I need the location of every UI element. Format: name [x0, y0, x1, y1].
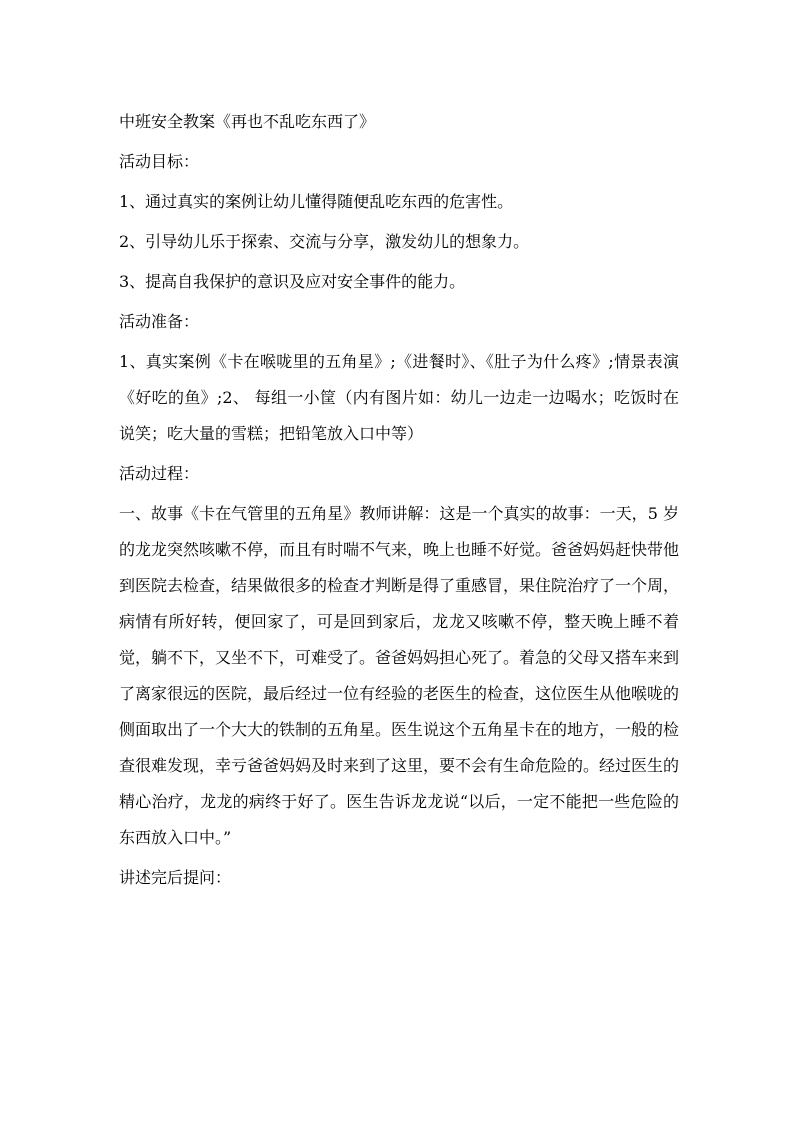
- story-paragraph: 一、故事《卡在气管里的五角星》教师讲解：这是一个真实的故事：一天，5 岁的龙龙突然咳嗽不停，而且有时喘不气来，晚上也睡不好觉。爸爸妈妈赶快带他到医院去检查，结果做很多的检查才判断是得了重感冒，果住院治疗了一个周，病情有所好转，便回家了，可是回到家后，龙龙又咳嗽不停，整天晚上睡不着觉，躺不下，又坐不下，可难受了。爸爸妈妈担心死了。着急的父母又搭车来到了离家很远的医院，最后经过一位有经验的老医生的检查，这位医生从他喉咙的侧面取出了一个大大的铁制的五角星。医生说这个五角星卡在的地方，一般的检查很难发现，幸亏爸爸妈妈及时来到了这里，要不会有生命危险的。经过医生的精心治疗，龙龙的病终于好了。医生告诉龙龙说“以后，一定不能把一些危险的东西放入口中。”: [119, 504, 680, 847]
- process-heading: 活动过程：: [119, 464, 200, 483]
- document-body: [119, 104, 679, 900]
- goals-heading: 活动目标：: [119, 152, 200, 171]
- prep-paragraph: 1、真实案例《卡在喉咙里的五角星》;《进餐时》、《肚子为什么疼》;情景表演《好吃的鱼》;2、 每组一小筐（内有图片如：幼儿一边走一边喝水；吃饭时在说笑；吃大量的雪糕；把铅笔放入口中等）: [119, 352, 679, 443]
- goal-item-2: 2、引导幼儿乐于探索、交流与分享，激发幼儿的想象力。: [119, 232, 530, 251]
- goal-item-1: 1、通过真实的案例让幼儿懂得随便乱吃东西的危害性。: [119, 192, 514, 211]
- document-title: 中班安全教案《再也不乱吃东西了》: [119, 112, 376, 131]
- after-heading: 讲述完后提问：: [119, 868, 232, 887]
- goal-item-3: 3、提高自我保护的意识及应对安全事件的能力。: [119, 272, 466, 291]
- prep-heading: 活动准备：: [119, 312, 200, 331]
